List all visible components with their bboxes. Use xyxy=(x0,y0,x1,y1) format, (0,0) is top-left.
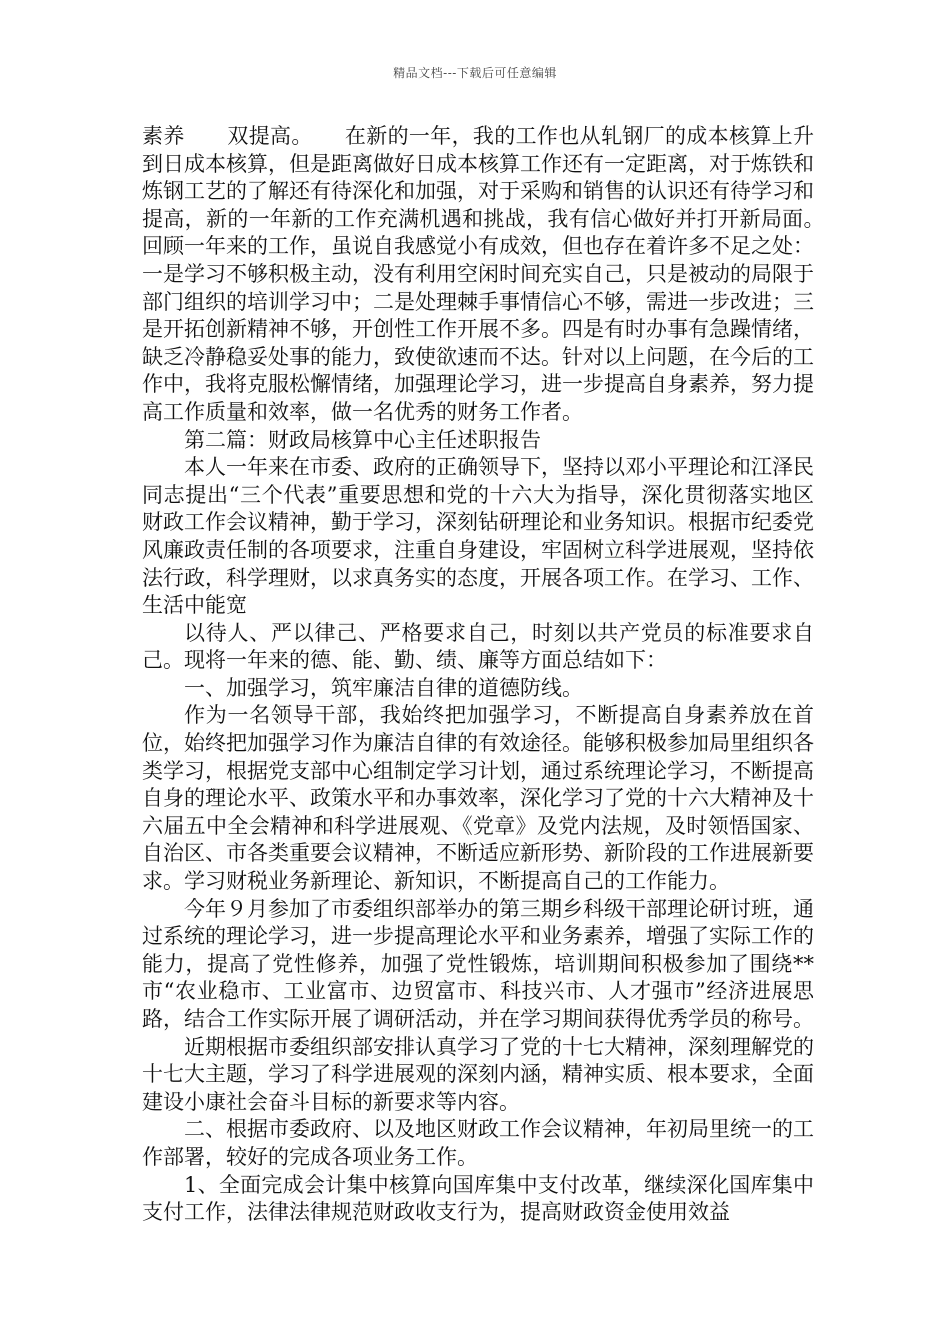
paragraph-study: 作为一名领导干部，我始终把加强学习，不断提高自身素养放在首位，始终把加强学习作为廉洁自律的有效途径。能够积极参加局里组织各类学习，根据党支部中心组制定学习计划，通过系统理论学习，不断提高自身的理论水平、政策水平和办事效率，深化学习了党的十六大精神及十六届五中全会精神和科学进展观、《党章》及党内法规，及时领悟国家、自治区、市各类重要会议精神，不断适应新形势、新阶段的工作进展新要求。学习财税业务新理论、新知识，不断提高自己的工作能力。 xyxy=(142,703,814,894)
section-heading-one: 一、加强学习，筑牢廉洁自律的道德防线。 xyxy=(184,675,583,700)
section-heading-two: 二、根据市委政府、以及地区财政工作会议精神，年初局里统一的工作部署，较好的完成各项业务工作。 xyxy=(142,1117,814,1169)
paragraph-training: 今年９月参加了市委组织部举办的第三期乡科级干部理论研讨班，通过系统的理论学习，进一步提高理论水平和业务素养，增强了实际工作的能力，提高了党性修养，加强了党性锻炼，培训期间积极参加了围绕**市“农业稳市、工业富市、边贸富市、科技兴市、人才强市”经济进展思路，结合工作实际开展了调研活动，并在学习期间获得优秀学员的称号。 xyxy=(142,896,814,1031)
paragraph-item-one: 1、全面完成会计集中核算向国库集中支付改革，继续深化国库集中支付工作，法律法律规范财政收支行为，提高财政资金使用效益 xyxy=(142,1172,814,1225)
section-heading-second-article: 第二篇：财政局核算中心主任述职报告 xyxy=(184,427,541,452)
document-body xyxy=(142,123,856,1227)
paragraph-intro: 本人一年来在市委、政府的正确领导下，坚持以邓小平理论和江泽民同志提出“三个代表”重要思想和党的十六大为指导，深化贯彻落实地区财政工作会议精神，勤于学习，深刻钻研理论和业务知识。根据市纪委党风廉政责任制的各项要求，注重自身建设，牢固树立科学进展观，坚持依法行政，科学理财，以求真务实的态度，开展各项工作。在学习、工作、生活中能宽 xyxy=(142,455,814,618)
paragraph-recent-study: 近期根据市委组织部安排认真学习了党的十七大精神，深刻理解党的十七大主题，学习了科学进展观的深刻内涵，精神实质、根本要求，全面建设小康社会奋斗目标的新要求等内容。 xyxy=(142,1034,814,1114)
paragraph-summary-lead: 以待人、严以律己、严格要求自己，时刻以共产党员的标准要求自己。现将一年来的德、能、勤、绩、廉等方面总结如下： xyxy=(142,620,814,673)
page-header-watermark: 精品文档---下载后可任意编辑 xyxy=(393,66,557,80)
paragraph-continuation: 素养 双提高。 在新的一年，我的工作也从轧钢厂的成本核算上升到日成本核算，但是距离做好日成本核算工作还有一定距离，对于炼铁和炼钢工艺的了解还有待深化和加强，对于采购和销售的认识还有待学习和提高，新的一年新的工作充满机遇和挑战，我有信心做好并打开新局面。 回顾一年来的工作，虽说自我感觉小有成效，但也存在着许多不足之处：一是学习不够积极主动，没有利用空闲时间充实自己，只是被动的局限于部门组织的培训学习中；二是处理棘手事情信心不够，需进一步改进；三是开拓创新精神不够，开创性工作开展不多。四是有时办事有急躁情绪，缺乏冷静稳妥处事的能力，致使欲速而不达。针对以上问题，在今后的工作中，我将克服松懈情绪，加强理论学习，进一步提高自身素养，努力提高工作质量和效率，做一名优秀的财务工作者。 xyxy=(142,124,856,424)
